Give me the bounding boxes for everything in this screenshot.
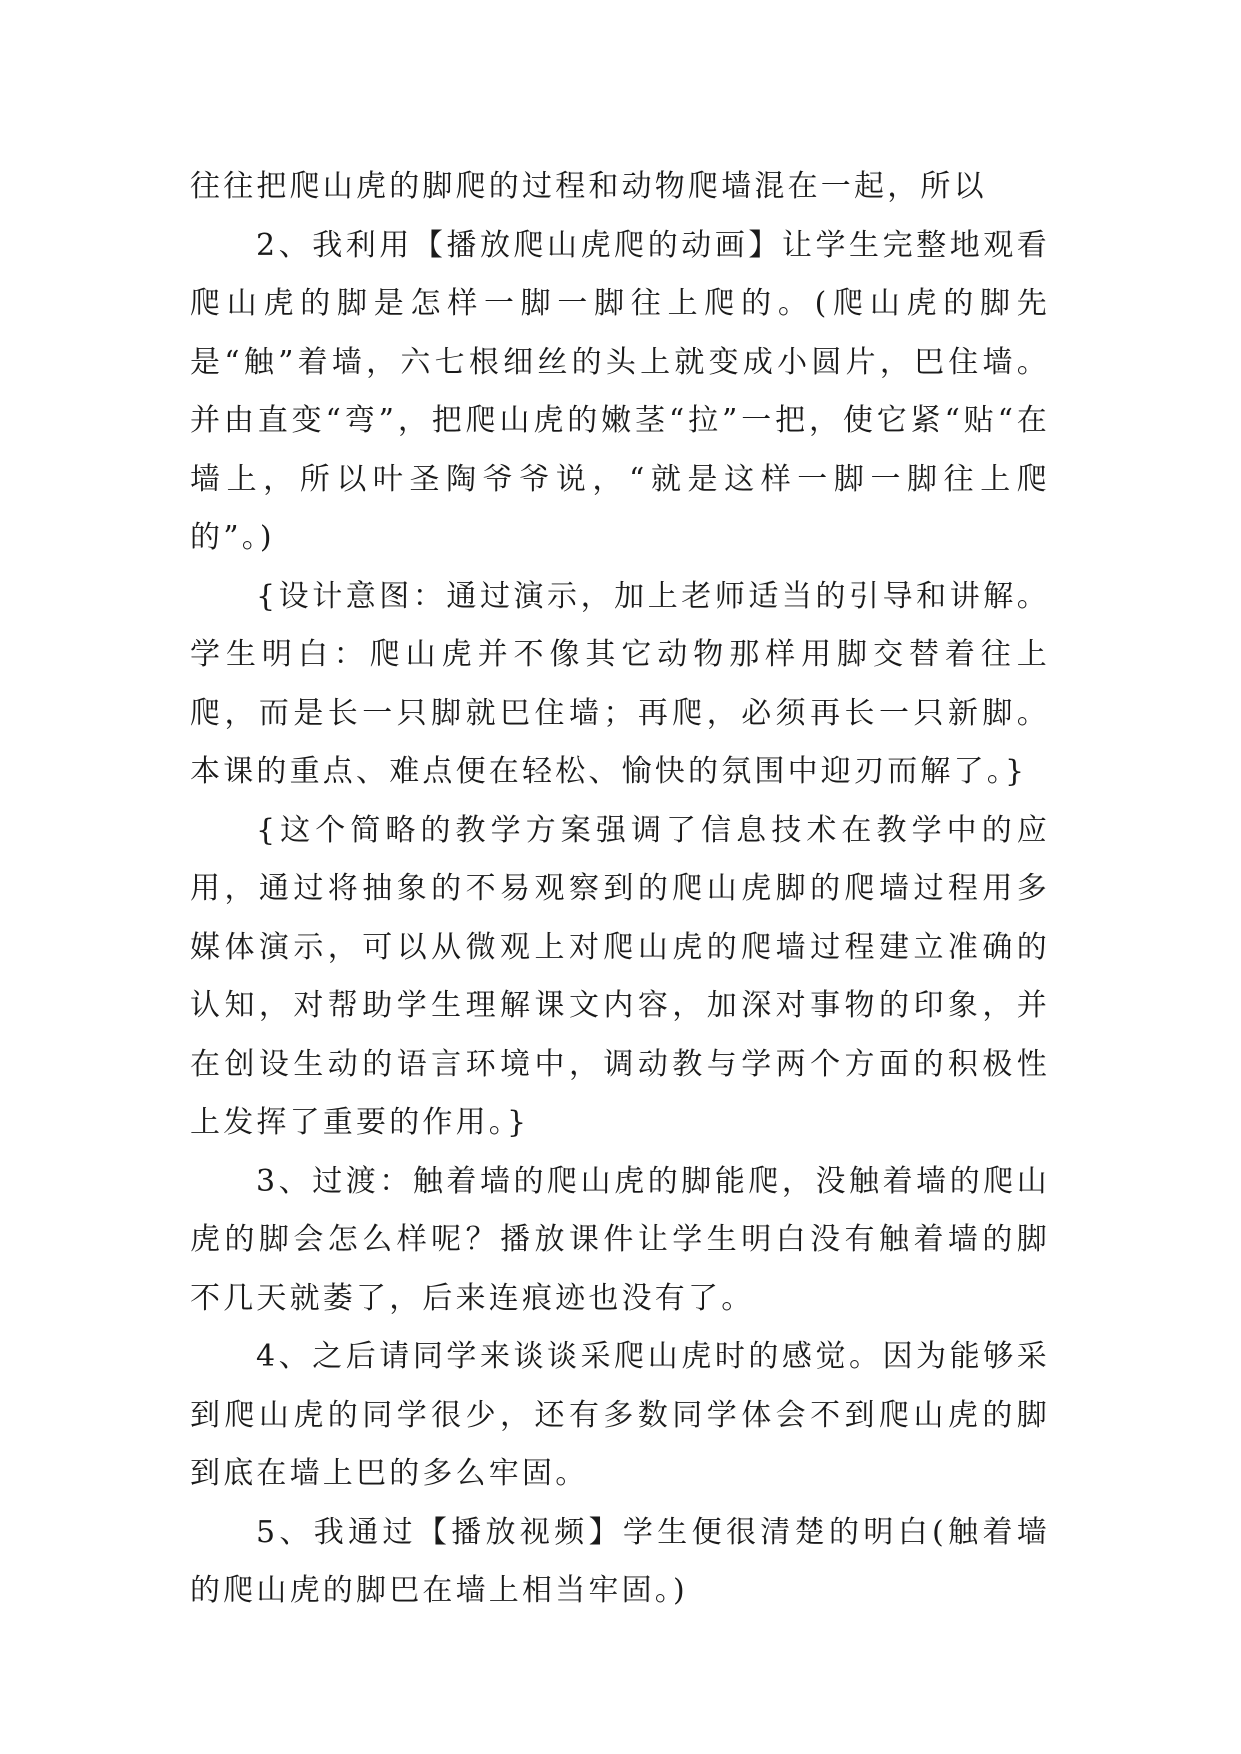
document-body — [190, 158, 1050, 1621]
paragraph-step-5: 5、我通过【播放视频】学生便很清楚的明白(触着墙的爬山虎的脚巴在墙上相当牢固。) — [190, 1514, 1050, 1608]
paragraph-step-3: 3、过渡：触着墙的爬山虎的脚能爬，没触着墙的爬山虎的脚会怎么样呢？播放课件让学生明白没有触着墙的脚不几天就萎了，后来连痕迹也没有了。 — [190, 1163, 1050, 1316]
paragraph-step-2: 2、我利用【播放爬山虎爬的动画】让学生完整地观看爬山虎的脚是怎样一脚一脚往上爬的。(爬山虎的脚先是“触”着墙，六七根细丝的头上就变成小圆片，巴住墙。并由直变“弯”，把爬山虎的嫩茎“拉”一把，使它紧“贴“在墙上，所以叶圣陶爷爷说，“就是这样一脚一脚往上爬的”。) — [190, 227, 1050, 555]
paragraph-summary-note: {这个简略的教学方案强调了信息技术在教学中的应用，通过将抽象的不易观察到的爬山虎脚的爬墙过程用多媒体演示，可以从微观上对爬山虎的爬墙过程建立准确的认知，对帮助学生理解课文内容，加深对事物的印象，并在创设生动的语言环境中，调动教与学两个方面的积极性上发挥了重要的作用。} — [190, 812, 1050, 1140]
paragraph-continuation: 往往把爬山虎的脚爬的过程和动物爬墙混在一起，所以 — [190, 169, 987, 204]
paragraph-design-intent: {设计意图：通过演示，加上老师适当的引导和讲解。学生明白：爬山虎并不像其它动物那样用脚交替着往上爬，而是长一只脚就巴住墙；再爬，必须再长一只新脚。本课的重点、难点便在轻松、愉快的氛围中迎刃而解了。} — [190, 578, 1050, 789]
paragraph-step-4: 4、之后请同学来谈谈采爬山虎时的感觉。因为能够采到爬山虎的同学很少，还有多数同学体会不到爬山虎的脚到底在墙上巴的多么牢固。 — [190, 1339, 1050, 1491]
